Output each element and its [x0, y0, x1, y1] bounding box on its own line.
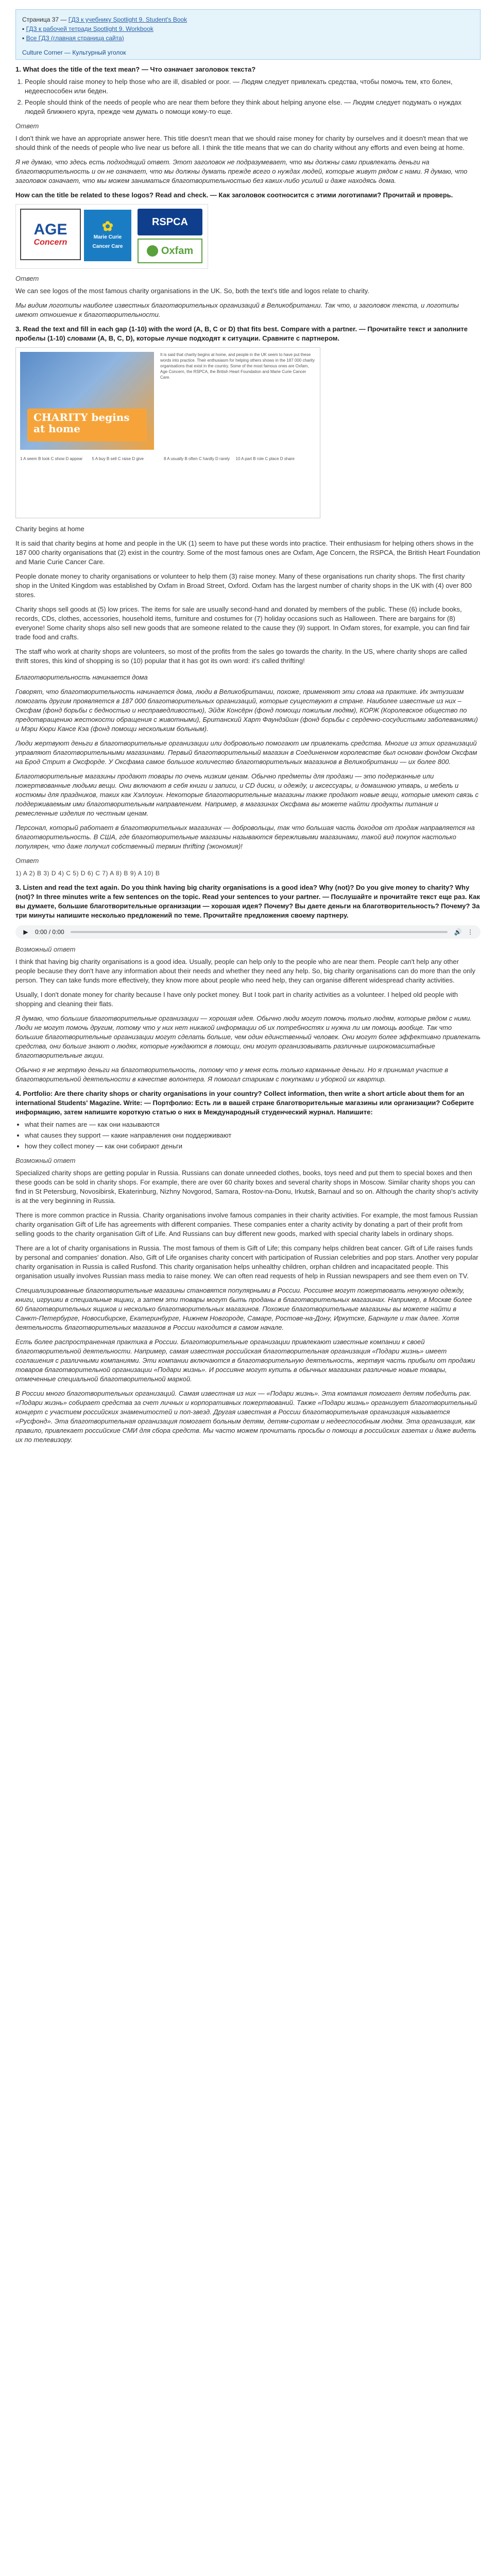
more-options-icon[interactable]: ⋮: [467, 928, 473, 936]
exercise-options-table: [20, 456, 315, 514]
audio-time-duration: 0:00: [52, 928, 64, 936]
answer-label: Ответ: [15, 857, 39, 865]
ru-text-title: Благотворительность начинается дома: [15, 673, 148, 681]
answer-en: There are a lot of charity organisations in Russia. The most famous of them is Gift of Life; this company helps children beat cancer. Gift of Life raises funds by personal and companies' donation. Also, Gift of Life organises charity concert with participation of Russian celebrities and pop stars. Another very popular charity organisation in Russia is called Rusfond. This charity organisation helps unhealthy children, orphan children and incapacitated people. This organisation usually involves Russian mass media to raise money. We can often read requests of help in Russian newspapers and see them even on TV.: [15, 1244, 478, 1280]
answer-en: Usually, I don't donate money for charity because I have only pocket money. But I took part in charity activities as a volunteer. I helped old people with shopping and cleaning their flats.: [15, 991, 458, 1008]
ru-text-paragraph: Говорят, что благотворительность начинается дома, люди в Великобритании, похоже, применяют эти слова на практике. Их энтузиазм помогать другим проявляется в 187 000 благотворительных организаций, которые существуют в стране. Наиболее известные из них – Оксфам (фонд борьбы с бедностью и несправедливостью), Эйдж Консёрн (фонд помощи пожилым людям), КОРЖ (Королевское общество по предотвращению жестокости обращения с животными), Британский Харт Фаундэйшн (фонд борьбы с сердечно-сосудистыми заболеваниями) и Мэри Кюри Кансе Кэа (фонд помощи нескольким больным).: [15, 688, 478, 733]
play-icon[interactable]: ▶: [23, 928, 28, 936]
option-item: 2. People should think of the needs of people who are near them before they think about helping anyone else. — Людям следует подумать о нуждах людей ближнего круга, прежде чем думать о помощи кому-то еще.: [25, 98, 481, 116]
header-line-2: [22, 24, 474, 33]
ru-text-paragraph: Люди жертвуют деньги в благотворительные организации или добровольно помогают им привлекать средства. Многие из этих организаций управляют благотворительными магазинами. Первый благотворительный магазин в Соединенном королевстве был основан фондом Оксфам на Брод Стрит в Оксфорде. У Оксфама самое большое количество благотворительных магазинов в Великобритании — их более 800.: [15, 739, 477, 766]
answer-ru: Мы видим логотипы наиболее известных благотворительных организаций в Великобритании. Так что, и заголовок текста, и логотипы имеют отношение к благотворительности.: [15, 301, 459, 318]
question-3b-title: 3. Listen and read the text again. Do you think having big charity organisations is a good idea? Why (not)? Do you give money to charity? Why (not)? In three minutes write a few sentences on the topic. Read your sentences to your partner. — Послушайте и прочитайте текст еще раз. Как вы думаете, большие благотворительные организации — хорошая идея? Почему? Вы даете деньги на благотворительность? Почему? За три минуты напишите несколько предложений по теме. Прочитайте предложения своему партнеру.: [15, 884, 480, 919]
question-1-options: [15, 77, 481, 116]
answer-ru: В России много благотворительных организаций. Самая известная из них — «Подари жизнь». Эта компания помогает детям победить рак. «Подари жизнь» собирает средства за счет личных и корпоративных пожертвований. Также «Подари жизнь» организует благотворительный концерт с участием российских знаменитостей и поп-звезд. Другая известная в России благотворительная организация называется «Русфонд». Эта благотворительная организация помогает больным детям, детям-сиротам и недееспособным людям. Эта организация, как правило, привлекает российские СМИ для сбора средств. Мы часто можем прочитать просьбы о помощи в российских газетах и даже видеть их по телевизору.: [15, 1389, 477, 1444]
options-col: 5 A buy B sell C raise D give: [92, 456, 144, 461]
footer-spacer: [15, 1450, 481, 1460]
answer-ru: Обычно я не жертвую деньги на благотворительность, потому что у меня есть только карманные деньги. Но я принимал участие в благотворительной деятельности в качестве волонтера. Я помогал старикам с покупками и уборкой их квартир.: [15, 1066, 449, 1083]
question-2-title: How can the title be related to these logos? Read and check. — Как заголовок соотносится с этими логотипами? Прочитай и проверь.: [15, 191, 453, 199]
text-title: Charity begins at home: [15, 525, 84, 533]
oxfam-circle-icon: [147, 245, 158, 257]
answer-ru: Специализированные благотворительные магазины становятся популярными в России. Россияне могут пожертвовать ненужную одежду, книги, игрушки в специальные ящики, а затем эти товары могут быть проданы в благотворительных магазинах. Например, в Москве более 60 благотворительных ящиков и несколько благотворительных магазинов. Похожие благотворительные магазины вы можете найти в Санкт-Петербурге, Новосибирске, Екатеринбурге, Нижнем Новгороде, Самаре, Ростове-на-Дону, Иркутске, Барнауле и так далее. Хотя деятельность благотворительных магазинов в России находится в самом начале.: [15, 1286, 472, 1331]
answer-ru: Есть более распространенная практика в России. Благотворительные организации привлекают известные компании к своей благотворительной деятельности. Например, самая известная российская благотворительная организация «Подари жизнь» имеет соглашения с различными компаниями. Эти компании включаются в благотворительную деятельность, жертвуя часть прибыли от продажи товаров благотворительной организации «Подари жизнь». И россияне могут купить в обычных магазинах различные новые товары, отмеченные специальной благотворительной маркой.: [15, 1338, 475, 1383]
header-line-1: [22, 15, 474, 24]
charity-logos-image: [15, 204, 208, 269]
answer-en: I think that having big charity organisations is a good idea. Usually, people can help only to the people who are near them. People can't help any other people because they don't have any information about their needs and whether they need any help. So, big charity organisations can do more than the only person. They can take funds more effectively, they know more about people who need help, they can organise different widespread charity activities.: [15, 958, 475, 984]
answer-en: Specialized charity shops are getting popular in Russia. Russians can donate unneeded clothes, books, toys need and put them to special boxes and then these goods can be sold in charity shops. For example, there are over 60 charity boxes and several charity shops in Moscow. Similar charity shops you can find in St Petersburg, Novosibirsk, Ekaterinburg, Nizhny Novgorod, Samara, Rostov-na-Donu, Irkutsk, Barnaul and so on. Although the charity shop's activity is at the very beginning in Russia.: [15, 1169, 478, 1205]
rspca-logo: [138, 209, 202, 235]
audio-player: [15, 925, 481, 939]
bullet-icon: ▪: [22, 35, 26, 42]
audio-progress-bar[interactable]: [71, 931, 448, 933]
ru-text-paragraph: Персонал, который работает в благотворительных магазинах — добровольцы, так что большая часть доходов от продаж направляется на благотворительность. В США, где благотворительные магазины называются бережливыми магазинами, такой вид покупок настолько популярен, что даже получил собственный термин thrifting (экономия)!: [15, 824, 475, 850]
answer-en: I don't think we have an appropriate answer here. This title doesn't mean that we should raise money for charity by ourselves and it doesn't mean that we should think of the needs of people who live near us before all. I think the title means that we can do charity without any efforts and even being at home.: [15, 134, 468, 151]
answer-label: Возможный ответ: [15, 1157, 76, 1164]
page-header-box: [15, 9, 481, 60]
home-link[interactable]: Все ГДЗ (главная страница сайта): [26, 35, 124, 42]
marie-curie-logo-text: Marie Curie Cancer Care: [92, 234, 123, 249]
answer-en: We can see logos of the most famous charity organisations in the UK. So, both the text's title and logos relate to charity.: [15, 287, 370, 295]
textbook-exercise-image: [15, 347, 320, 518]
age-concern-logo: [20, 209, 81, 260]
bullet-item: • what their names are — как они называются: [25, 1120, 481, 1129]
bullet-item: • how they collect money — как они собирают деньги: [25, 1142, 481, 1151]
exercise-text-snippet: It is said that charity begins at home, and people in the UK seem to have put these words into practice. Their enthusiasm for helping others shows in the 187 000 charity organisations that exist in the country. Some of the most famous ones are Oxfam, Age Concern, the RSPCA, the British Heart Foundation and Marie Curie Cancer Care.: [160, 352, 315, 380]
question-4-bullets: [15, 1120, 481, 1151]
main-content: [15, 65, 481, 1460]
options-col: 1 A seem B look C show D appear: [20, 456, 83, 461]
bullet-icon: ▪: [22, 25, 26, 32]
answer-label: Ответ: [15, 275, 39, 282]
section-title: Culture Corner — Культурный уголок: [22, 49, 126, 56]
answer-key: 1) A 2) B 3) D 4) C 5) D 6) C 7) A 8) B 9) A 10) B: [15, 870, 160, 877]
text-paragraph: People donate money to charity organisations or volunteer to help them (3) raise money. Many of these organisations run charity shops. The first charity shop in the United Kingdom was established by Oxfam in Broad Street, Oxford. Oxfam has the largest number of charity shops in the UK with (4) over 800 stores.: [15, 572, 472, 599]
volume-icon[interactable]: 🔊: [454, 928, 462, 936]
audio-time-current: 0:00: [35, 928, 47, 936]
header-line-3: [22, 33, 474, 43]
options-col: 10 A part B role C place D share: [235, 456, 295, 461]
oxfam-logo: [138, 239, 202, 263]
marie-curie-flower-icon: ✿: [102, 218, 113, 234]
charity-banner-text: CHARITY begins at home: [33, 411, 130, 435]
workbook-link[interactable]: ГДЗ к рабочей тетради Spotlight 9. Workbook: [26, 25, 153, 32]
answer-label: Ответ: [15, 122, 39, 130]
answer-ru: Я думаю, что большие благотворительные организации — хорошая идея. Обычно люди могут помочь только людям, которые рядом с ними. Люди не могут помочь другим, потому что у них нет никакой информации об их потребностях и нужна ли им помощь вообще. Так что большие благотворительные организации могут сделать больше, чем один единственный человек. Они могут более эффективно привлекать средства, они больше знают о людях, которые нуждаются в помощи, они могут организовывать различные широкомасштабные благотворительные акции.: [15, 1014, 481, 1059]
bullet-item: • what causes they support — какие направления они поддерживают: [25, 1131, 481, 1140]
question-4-title: 4. Portfolio: Are there charity shops or charity organisations in your country? Collect information, then write a short article about them for an international Students' Magazine. Write: — Портфолио: Есть ли в вашей стране благотворительные магазины или организации? Соберите информацию, затем напишите короткую статью о них в Международный студенческий журнал. Напишите:: [15, 1090, 474, 1116]
text-paragraph: The staff who work at charity shops are volunteers, so most of the profits from the sales go towards the charity. In the US, where charity shops are called thrift stores, this kind of shopping is so (10) popular that it has got its own word: it's called thrifting!: [15, 648, 467, 665]
text-paragraph: Charity shops sell goods at (5) low prices. The items for sale are usually second-hand and donated by members of the public. These (6) include books, records, CDs, clothes, accessories, household items, furniture and costumes for (7) holiday occasions such as Halloween. There are bargains for (8) everyone! Some charity shops also sell new goods that are someone related to the cause they (9) support. In Oxfam stores, for example, you can find fair trade food and crafts.: [15, 605, 470, 641]
ru-text-paragraph: Благотворительные магазины продают товары по очень низким ценам. Обычно предметы для продажи — это подержанные или пожертвованные людьми вещи. Они включают в себя книги и записи, и CD диски, и одежду, и аксессуары, и домашнюю утварь, и мебель и костюмы для праздников, таких как Хэллоуин. Некоторые благотворительные магазины также продают новые вещи, которые имеют связь с поддерживаемым ими благотворительным направлением. Например, в магазинах Оксфама вы можете найти продукты питания и ремесленные изделия по честным ценам.: [15, 772, 478, 817]
question-3-title: 3. Read the text and fill in each gap (1-10) with the word (A, B, C or D) that fits best. Compare with a partner. — Прочитайте текст и заполните пробелы (1-10) словами (A, B, C, D), которые лучше подходят к ситуации. Сравните с партнером.: [15, 325, 468, 342]
marie-curie-logo: [84, 210, 131, 261]
concern-logo-text: Concern: [33, 238, 67, 247]
option-item: 1. People should raise money to help those who are ill, disabled or poor. — Людям следует привлекать средства, чтобы помочь тем, кто болен, недееспособен или беден.: [25, 77, 481, 96]
oxfam-logo-text: Oxfam: [161, 245, 194, 257]
charity-shop-photo: [20, 352, 154, 450]
options-col: 8 A usually B often C hardly D rarely: [164, 456, 230, 461]
rspca-logo-text: RSPCA: [151, 216, 188, 228]
answer-label: Возможный ответ: [15, 945, 76, 953]
text-paragraph: It is said that charity begins at home and people in the UK (1) seem to have put these words into practice. Their enthusiasm for helping others shows in the 187 000 charity organisations that (2) exist in the country. Some of the most famous ones are Oxfam, Age Concern, the RSPCA, the British Heart Foundation and Marie Curie Cancer Care.: [15, 539, 481, 566]
page-number-label: Страница 37 —: [22, 16, 67, 23]
question-1-title: 1. What does the title of the text mean? — Что означает заголовок текста?: [15, 65, 256, 73]
audio-time-separator: /: [47, 928, 53, 936]
answer-en: There is more common practice in Russia. Charity organisations involve famous companies in their charity activities. For example, the most famous Russian charity organisation Gift of Life has agreements with different companies. These companies enter a charity activity by donating a part of their profit from selling goods to the charity organisation Gift of Life. And Russians can buy different new goods, marked with special charity labels in ordinary shops.: [15, 1211, 478, 1238]
textbook-link[interactable]: ГДЗ к учебнику Spotlight 9. Student's Book: [68, 16, 187, 23]
answer-ru: Я не думаю, что здесь есть подходящий ответ. Этот заголовок не подразумевает, что мы должны сами привлекать деньги на благотворительность и он не означает, что мы должны думать прежде всего о нуждах людей, которые живут рядом с нами. Я думаю, что заголовок означает, что мы можем заниматься благотворительностью без каких-либо усилий и даже находясь дома.: [15, 158, 468, 184]
age-logo-text: AGE: [33, 221, 67, 238]
